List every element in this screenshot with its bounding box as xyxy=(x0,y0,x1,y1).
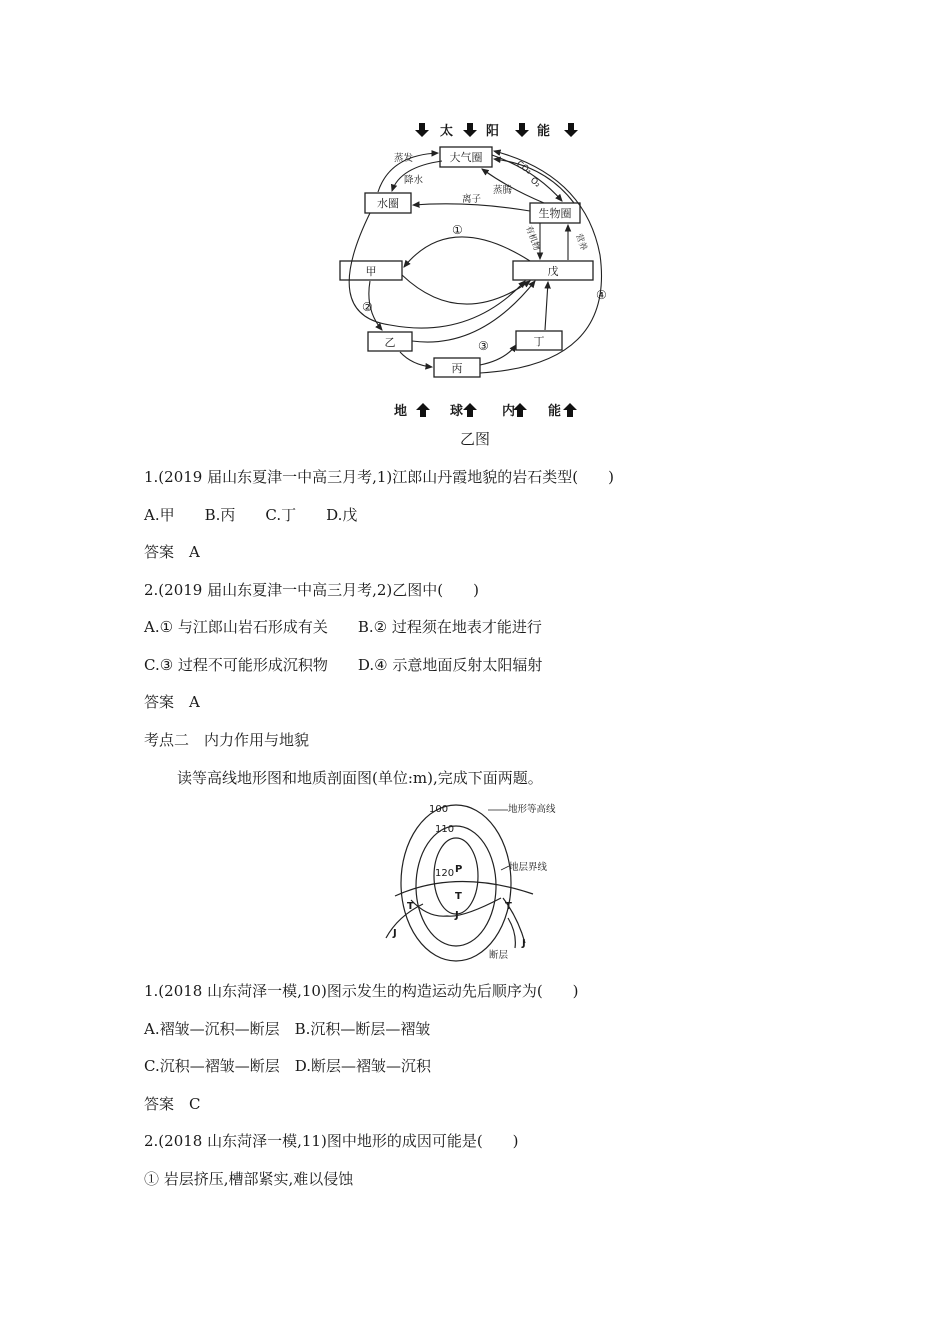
box-biosphere-label: 生物圈 xyxy=(538,207,572,220)
label-o2: O₂ xyxy=(528,175,543,190)
label-nutrients: 营养 xyxy=(573,232,589,253)
label-3: ③ xyxy=(478,339,489,353)
box-hydrosphere-label: 水圈 xyxy=(377,197,399,210)
box-ding-label: 丁 xyxy=(533,335,545,348)
label-fault: 断层 xyxy=(489,950,509,961)
arrow-yi-to-bing xyxy=(400,352,432,367)
letter-t-right: T xyxy=(505,901,512,912)
arrow-ding-to-wu xyxy=(545,282,548,330)
contour-geology-diagram xyxy=(383,798,573,964)
box-atmosphere-label: 大气圈 xyxy=(449,151,483,164)
label-evaporation: 蒸发 xyxy=(394,153,414,164)
question-2-1-options-2: C.沉积—褶皱—断层 D.断层—褶皱—沉积 xyxy=(144,1057,431,1075)
question-1: 1.(2019 届山东夏津一中高三月考,1)江郎山丹霞地貌的岩石类型( ) xyxy=(144,468,614,486)
earth-char-4: 能 xyxy=(548,404,562,419)
question-2-2: 2.(2018 山东菏泽一模,11)图中地形的成因可能是( ) xyxy=(144,1132,519,1150)
question-2: 2.(2019 届山东夏津一中高三月考,2)乙图中( ) xyxy=(144,581,479,599)
label-organic: 有机物 xyxy=(523,224,542,253)
box-wu-label: 戊 xyxy=(547,265,559,278)
question-2-1-answer: 答案 C xyxy=(144,1095,201,1113)
solar-char-3: 能 xyxy=(537,124,551,139)
label-co2: CO₂ xyxy=(514,159,534,177)
solar-energy-label xyxy=(415,123,578,139)
earth-energy-label xyxy=(394,403,577,419)
letter-t-center: T xyxy=(455,891,462,902)
earth-char-3: 内 xyxy=(502,404,516,419)
label-ions: 离子 xyxy=(462,194,482,205)
figure-caption: 乙图 xyxy=(459,430,490,448)
up-arrow-icon xyxy=(416,403,430,417)
question-2-answer: 答案 A xyxy=(144,693,200,711)
up-arrow-icon xyxy=(463,403,477,417)
letter-p: P xyxy=(455,864,463,875)
down-arrow-icon xyxy=(564,123,578,137)
down-arrow-icon xyxy=(463,123,477,137)
letter-j-center: J xyxy=(455,910,459,921)
up-arrow-icon xyxy=(563,403,577,417)
label-strata: 地层界线 xyxy=(509,862,548,873)
question-2-2-item-1: ① 岩层挤压,槽部紧实,难以侵蚀 xyxy=(144,1170,354,1188)
section-heading: 考点二 内力作用与地貌 xyxy=(144,731,310,749)
label-contour: 地形等高线 xyxy=(508,804,556,815)
question-2-options-1: A.① 与江郎山岩石形成有关 B.② 过程须在地表才能进行 xyxy=(144,618,542,636)
arrow-jia-to-wu xyxy=(402,275,530,304)
letter-t-left: T xyxy=(407,901,414,912)
question-2-options-2: C.③ 过程不可能形成沉积物 D.④ 示意地面反射太阳辐射 xyxy=(144,656,543,674)
box-bing-label: 丙 xyxy=(451,362,463,375)
earth-char-2: 球 xyxy=(450,404,464,419)
leader-strata xyxy=(501,866,509,870)
contour-110 xyxy=(416,826,496,946)
question-1-options: A.甲 B.丙 C.丁 D.戊 xyxy=(144,506,358,524)
earth-char-1: 地 xyxy=(394,404,408,419)
label-precipitation: 降水 xyxy=(404,175,424,186)
label-2: ② xyxy=(362,300,373,314)
label-1: ① xyxy=(452,223,463,237)
solar-char-2: 阳 xyxy=(486,124,500,139)
question-1-answer: 答案 A xyxy=(144,543,200,561)
label-transpiration: 蒸腾 xyxy=(493,185,513,196)
arrow-1 xyxy=(404,237,530,267)
contour-100 xyxy=(401,805,511,961)
contour-label-100: 100 xyxy=(429,804,449,815)
contour-label-120: 120 xyxy=(435,868,455,879)
box-jia-label: 甲 xyxy=(365,265,377,278)
rock-cycle-diagram xyxy=(330,115,620,425)
contour-label-110: 110 xyxy=(435,824,455,835)
box-yi-label: 乙 xyxy=(384,336,396,349)
letter-j-left: J xyxy=(393,928,397,939)
label-4: ④ xyxy=(596,288,607,302)
section-intro: 读等高线地形图和地质剖面图(单位:m),完成下面两题。 xyxy=(177,769,543,787)
down-arrow-icon xyxy=(515,123,529,137)
question-2-1-options-1: A.褶皱—沉积—断层 B.沉积—断层—褶皱 xyxy=(144,1020,431,1038)
solar-char-1: 太 xyxy=(440,124,454,139)
letter-j-right: J xyxy=(522,938,526,949)
up-arrow-icon xyxy=(513,403,527,417)
down-arrow-icon xyxy=(415,123,429,137)
strata-boundary-right xyxy=(508,918,515,948)
question-2-1: 1.(2018 山东菏泽一模,10)图示发生的构造运动先后顺序为( ) xyxy=(144,982,579,1000)
